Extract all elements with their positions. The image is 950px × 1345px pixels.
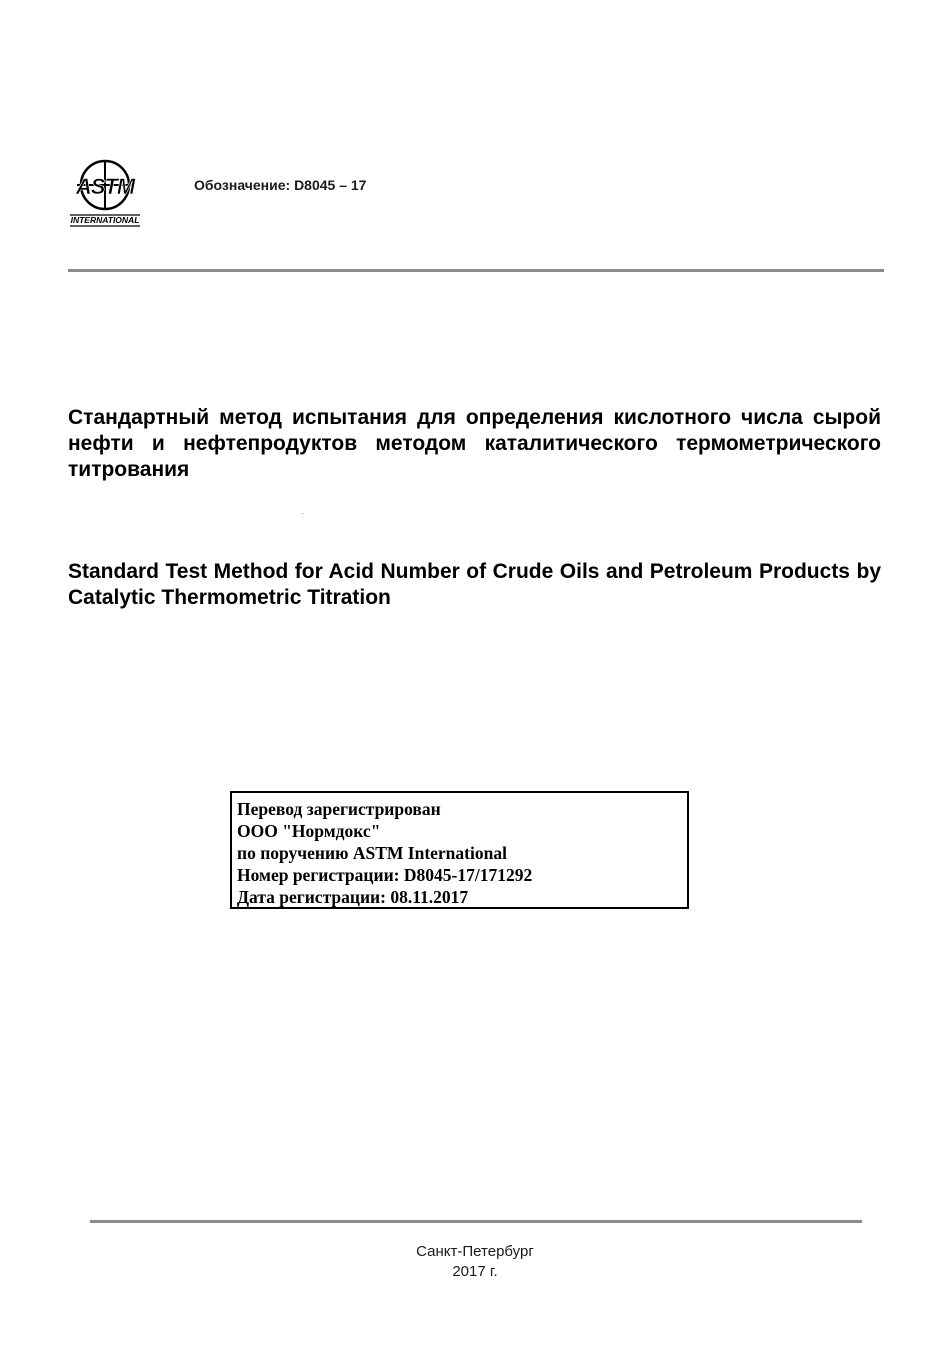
astm-logo-icon (66, 158, 144, 228)
svg-text:ASTM: ASTM (75, 174, 135, 199)
footer-divider (90, 1220, 862, 1223)
scan-artifact (301, 513, 304, 514)
title-english: Standard Test Method for Acid Number of Crude Oils and Petroleum Products by Catalytic Thermometric Titration (68, 560, 881, 609)
registration-box (230, 791, 689, 909)
footer-year: 2017 г. (452, 1263, 498, 1280)
footer-city: Санкт-Петербург (416, 1243, 534, 1260)
svg-text:INTERNATIONAL: INTERNATIONAL (70, 215, 140, 225)
registration-line: по поручению ASTM International (237, 843, 507, 863)
registration-line: ООО "Нормдокс" (237, 821, 381, 841)
designation-label: Обозначение: D8045 – 17 (194, 177, 367, 193)
registration-line: Перевод зарегистрирован (237, 799, 441, 819)
registration-line: Дата регистрации: 08.11.2017 (237, 887, 469, 907)
header-divider (68, 269, 884, 272)
title-russian: Стандартный метод испытания для определения кислотного числа сырой нефти и нефтепродуктов методом каталитического термометрического титрования (68, 406, 881, 481)
registration-line: Номер регистрации: D8045-17/171292 (237, 865, 533, 885)
